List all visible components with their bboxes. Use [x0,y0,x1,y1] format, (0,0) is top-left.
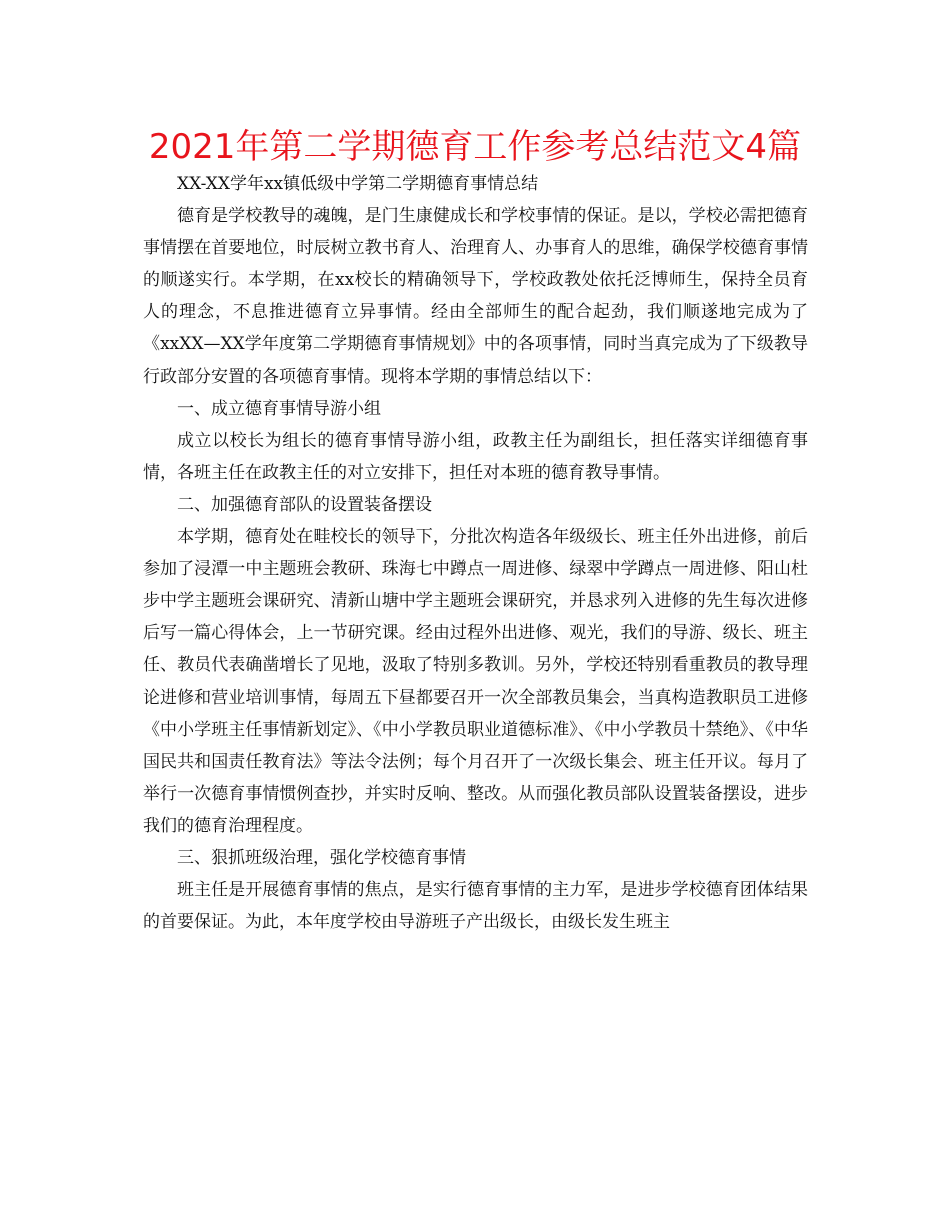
document-subtitle: XX-XX学年xx镇低级中学第二学期德育事情总结 [177,174,539,194]
body-paragraph: 班主任是开展德育事情的焦点，是实行德育事情的主力军，是进步学校德育团体结果的首要保证。为此，本年度学校由导游班子产出级长，由级长发生班主 [143,880,808,933]
section-heading: 三、狠抓班级治理，强化学校德育事情 [177,847,466,868]
body-paragraph: 成立以校长为组长的德育事情导游小组，政教主任为副组长，担任落实详细德育事情，各班主任在政教主任的对立安排下，担任对本班的德育教导事情。 [143,430,808,483]
body-paragraph: 德育是学校教导的魂魄，是门生康健成长和学校事情的保证。是以，学校必需把德育事情摆在首要地位，时辰树立教书育人、治理育人、办事育人的思维，确保学校德育事情的顺遂实行。本学期，在xx校长的精确领导下，学校政教处依托泛博师生，保持全员育人的理念，不息推进德育立异事情。经由全部师生的配合起劲，我们顺遂地完成为了《xxXX—XX学年度第二学期德育事情规划》中的各项事情，同时当真完成为了下级教导行政部分安置的各项德育事情。现将本学期的事情总结以下： [143,206,808,387]
section-heading: 二、加强德育部队的设置装备摆设 [177,494,432,515]
document-title: 2021年第二学期德育工作参考总结范文4篇 [148,127,802,167]
section-heading: 一、成立德育事情导游小组 [177,398,381,419]
body-paragraph: 本学期，德育处在畦校长的领导下，分批次构造各年级级长、班主任外出进修，前后参加了浸潭一中主题班会教研、珠海七中蹲点一周进修、绿翠中学蹲点一周进修、阳山杜步中学主题班会课研究、清新山塘中学主题班会课研究，并恳求列入进修的先生每次进修后写一篇心得体会，上一节研究课。经由过程外出进修、观光，我们的导游、级长、班主任、教员代表确凿增长了见地，汲取了特别多教训。另外，学校还特别看重教员的教导理论进修和营业培训事情，每周五下昼都要召开一次全部教员集会，当真构造教职员工进修《中小学班主任事情新划定》、《中小学教员职业道德标准》、《中小学教员十禁绝》、《中华国民共和国责任教育法》等法令法例；每个月召开了一次级长集会、班主任开议。每月了举行一次德育事情惯例查抄，并实时反响、整改。从而强化教员部队设置装备摆设，进步我们的德育治理程度。 [143,527,808,836]
document-body [143,168,808,938]
